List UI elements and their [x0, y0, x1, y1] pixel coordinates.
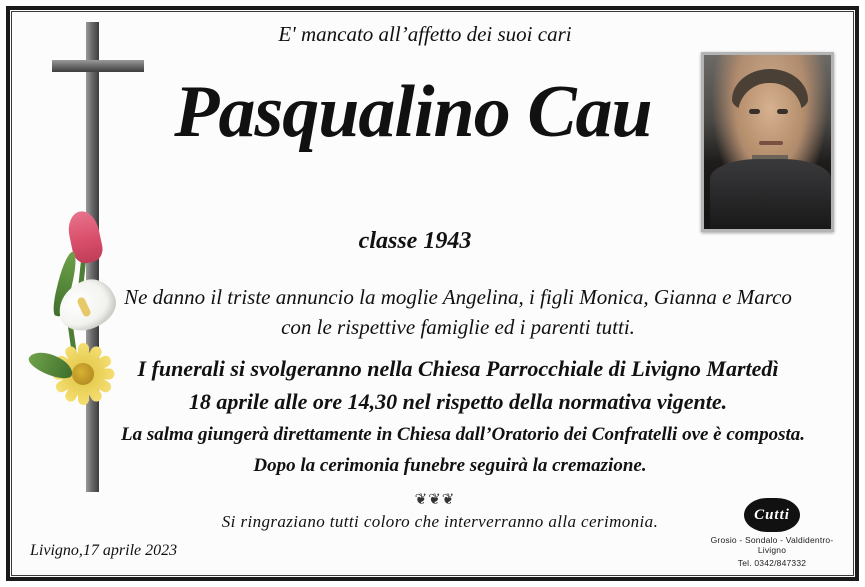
- deceased-name: Pasqualino Cau: [174, 71, 652, 153]
- cross-horizontal-bar: [52, 60, 144, 72]
- portrait-mouth: [759, 141, 783, 145]
- notice-date: Livigno,17 aprile 2023: [30, 542, 178, 559]
- logo-mark: Cutti: [744, 498, 800, 532]
- portrait-body: [710, 159, 831, 229]
- family-announcement: [108, 282, 808, 343]
- ornamental-divider: ❦❦❦: [414, 492, 456, 508]
- portrait-photo: [701, 52, 834, 232]
- cremation-note: Dopo la cerimonia funebre seguirà la cremazione.: [253, 455, 647, 476]
- announcement-header: E' mancato all’affetto dei suoi cari: [278, 22, 572, 46]
- logo-locations: Grosio - Sondalo - Valdidentro-Livigno: [710, 535, 834, 555]
- daisy-center: [72, 363, 94, 385]
- logo-phone: Tel. 0342/847332: [737, 558, 807, 568]
- family-announcement-line-1: Ne danno il triste annuncio la moglie Angelina, i figli Monica, Gianna e Marco: [124, 285, 792, 309]
- portrait-eye-left: [749, 109, 760, 114]
- funeral-home-logo: [705, 498, 839, 568]
- family-announcement-line-2: con le rispettive famiglie ed i parenti tutti.: [281, 315, 635, 340]
- portrait-image: [704, 55, 831, 229]
- thanks-note: Si ringraziano tutti coloro che interverranno alla cerimonia.: [221, 512, 659, 531]
- portrait-face: [738, 83, 802, 157]
- funeral-line-1: I funerali si svolgeranno nella Chiesa Parrocchiale di Livigno Martedì: [137, 356, 779, 381]
- funeral-details: [108, 352, 808, 418]
- portrait-eye-right: [777, 109, 788, 114]
- body-location-note: La salma giungerà direttamente in Chiesa dall’Oratorio dei Confratelli ove è composta.: [121, 424, 805, 445]
- birth-class: classe 1943: [358, 228, 472, 254]
- funeral-line-2: 18 aprile alle ore 14,30 nel rispetto della normativa vigente.: [188, 389, 728, 414]
